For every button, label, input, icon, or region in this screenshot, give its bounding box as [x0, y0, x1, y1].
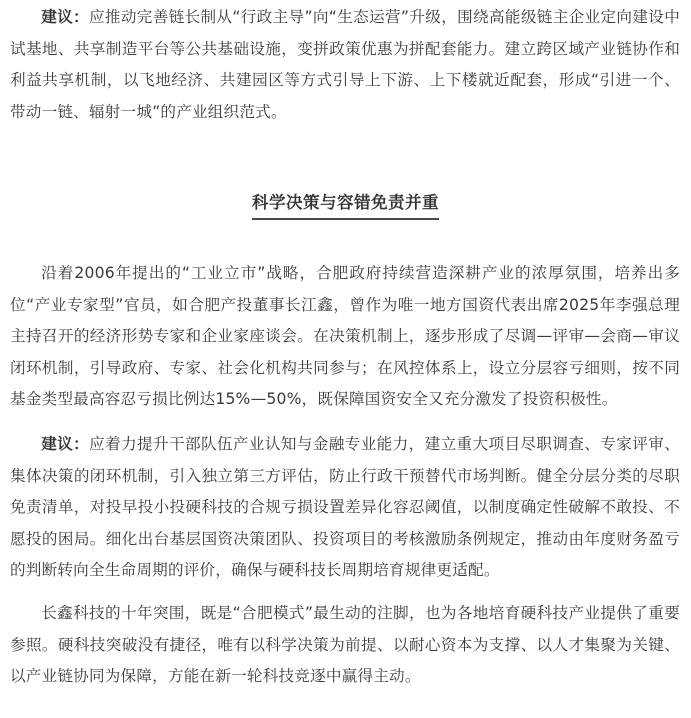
recommendation-label: 建议： [41, 8, 89, 26]
section-heading: 科学决策与容错免责并重 [252, 192, 439, 220]
conclusion-paragraph-4 [10, 598, 680, 693]
paragraph-text: 应着力提升干部队伍产业认知与金融专业能力，建立重大项目尽职调查、专家评审、集体决策的闭环机制，引入独立第三方评估，防止行政干预替代市场判断。健全分层分类的尽职免责清单，对投早投小投硬科技的合规亏损设置差异化容忍阈值，以制度确定性破解不敢投、不愿投的困局。细化出台基层国资决策团队、投资项目的考核激励条例规定，推动由年度财务盈亏的判断转向全生命周期的评价，确保与硬科技长周期培育规律更适配。 [10, 435, 680, 579]
body-paragraph-2 [10, 258, 680, 416]
section-heading-container [0, 192, 691, 220]
paragraph-text: 长鑫科技的十年突围，既是“合肥模式”最生动的注脚，也为各地培育硬科技产业提供了重要参照。硬科技突破没有捷径，唯有以科学决策为前提、以耐心资本为支撑、以人才集聚为关键、以产业链协同为保障，方能在新一轮科技竞逐中赢得主动。 [10, 604, 680, 685]
recommendation-label: 建议： [41, 435, 90, 453]
recommendation-paragraph-1 [10, 2, 680, 128]
recommendation-paragraph-3 [10, 429, 680, 587]
paragraph-text: 沿着2006年提出的“工业立市”战略，合肥政府持续营造深耕产业的浓厚氛围，培养出多位“产业专家型”官员，如合肥产投董事长江鑫，曾作为唯一地方国资代表出席2025年李强总理主持召开的经济形势专家和企业家座谈会。在决策机制上，逐步形成了尽调—评审—会商—审议闭环机制，引导政府、专家、社会化机构共同参与；在风控体系上，设立分层容亏细则，按不同基金类型最高容忍亏损比例达15%—50%，既保障国资安全又充分激发了投资积极性。 [10, 264, 680, 408]
paragraph-text: 应推动完善链长制从“行政主导”向“生态运营”升级，围绕高能级链主企业定向建设中试基地、共享制造平台等公共基础设施，变拼政策优惠为拼配套能力。建立跨区域产业链协作和利益共享机制，以飞地经济、共建园区等方式引导上下游、上下楼就近配套，形成“引进一个、带动一链、辐射一城”的产业组织范式。 [10, 8, 680, 121]
